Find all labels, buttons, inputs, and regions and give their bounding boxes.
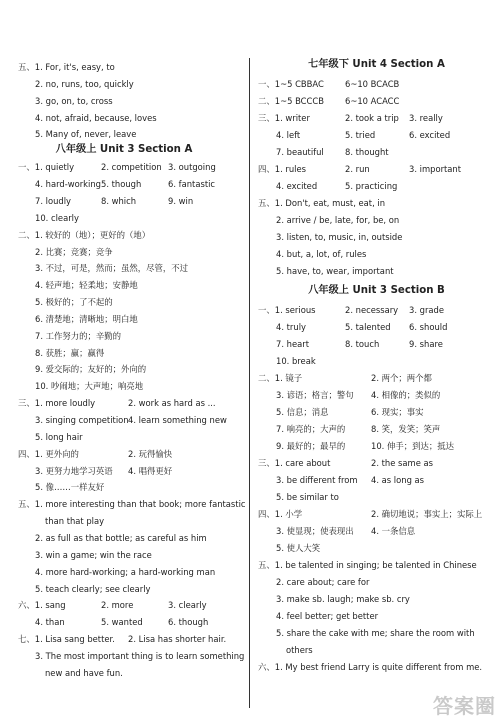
answer-text: 2. run <box>345 164 370 174</box>
answer-text: 8. touch <box>345 339 380 349</box>
answer-text: 6. 清楚地；清晰地；明白地 <box>35 314 138 324</box>
answer-text: 六、1. sang <box>18 600 66 610</box>
answer-text: 6. 现实；事实 <box>371 407 424 417</box>
answer-text: than that play <box>45 516 105 526</box>
watermark-logo: 答案圈 <box>433 694 496 718</box>
answer-text: 3. important <box>409 164 462 174</box>
answer-text: 5. 信息；消息 <box>276 407 329 417</box>
answer-text: 6. fantastic <box>168 179 216 189</box>
answer-text: 四、1. 更外向的 <box>18 449 79 459</box>
answer-text: 6~10 ACACC <box>345 96 400 106</box>
answer-text: 5. talented <box>345 322 391 332</box>
answer-text: 4. 相像的；类似的 <box>371 390 441 400</box>
answer-text: 2. 两个；两个都 <box>371 373 432 383</box>
answer-text: 3. make sb. laugh; make sb. cry <box>276 594 410 604</box>
answer-text: 7. heart <box>276 339 309 349</box>
answer-text: 2. 确切地说；事实上；实际上 <box>371 509 483 519</box>
answer-text: 二、1. 较好的（地）；更好的（地） <box>18 230 151 240</box>
answer-text: 6. though <box>168 617 209 627</box>
answer-text: 一、1~5 CBBAC <box>258 79 324 89</box>
answer-text: 4. 一条信息 <box>371 526 416 536</box>
answer-text: 6. excited <box>409 130 451 140</box>
answer-text: 4. but, a, lot, of, rules <box>276 249 367 259</box>
answer-text: 9. win <box>168 196 194 206</box>
answer-text: 5. Many of, never, leave <box>35 129 137 139</box>
answer-text: 2. the same as <box>371 458 434 468</box>
answer-text: 2. competition <box>101 162 162 172</box>
answer-text: 5. practicing <box>345 181 398 191</box>
answer-text: 9. 爱交际的；友好的；外向的 <box>35 364 147 374</box>
answer-text: 7. 工作努力的；辛勤的 <box>35 331 122 341</box>
answer-text: 二、1. 镜子 <box>258 373 303 383</box>
answer-text: 2. care about; care for <box>276 577 370 587</box>
answer-text: 8. 获胜；赢；赢得 <box>35 348 105 358</box>
answer-text: 3. The most important thing is to learn something <box>35 651 245 661</box>
answer-text: 5. share the cake with me; share the room with <box>276 628 475 638</box>
answer-text: 五、1. more interesting than that book; more fantastic <box>18 499 246 509</box>
answer-text: 3. 谚语；格言；警句 <box>276 390 354 400</box>
answer-text: 3. win a game; win the race <box>35 550 152 560</box>
answer-text: 4. excited <box>276 181 318 191</box>
answer-text: 4. as long as <box>371 475 425 485</box>
answer-text: 3. be different from <box>276 475 358 485</box>
answer-text: 二、1~5 BCCCB <box>258 96 324 106</box>
answer-text: 3. 不过，可是，然而；虽然，尽管，不过 <box>35 263 189 273</box>
answer-text: 10. 伸手；到达；抵达 <box>371 441 454 451</box>
answer-text: 2. Lisa has shorter hair. <box>128 634 227 644</box>
answer-text: 5. 极好的；了不起的 <box>35 297 113 307</box>
answer-text: 5. long hair <box>35 432 83 442</box>
answer-text: 3. clearly <box>168 600 207 610</box>
answer-text: 3. 更努力地学习英语 <box>35 466 113 476</box>
answer-text: 6. should <box>409 322 448 332</box>
column-divider <box>249 58 250 708</box>
answer-text: 9. share <box>409 339 443 349</box>
answer-text: 2. 比赛；竞赛；竞争 <box>35 247 113 257</box>
answer-text: 2. took a trip <box>345 113 399 123</box>
answer-text: 5. 像……一样友好 <box>35 482 105 492</box>
answer-text: 4. 轻声地；轻柔地；安静地 <box>35 280 138 290</box>
answer-text: 7. beautiful <box>276 147 324 157</box>
answer-text: 5. wanted <box>101 617 143 627</box>
answer-text: 8. which <box>101 196 137 206</box>
answer-text: new and have fun. <box>45 668 123 678</box>
answer-text: 3. 使显现；使表现出 <box>276 526 354 536</box>
answer-text: 4. not, afraid, because, loves <box>35 113 157 123</box>
answer-text: 5. be similar to <box>276 492 339 502</box>
answer-text: 2. work as hard as ... <box>128 398 216 408</box>
answer-text: 2. more <box>101 600 134 610</box>
answer-text: 2. as full as that bottle; as careful as him <box>35 533 207 543</box>
answer-text: 10. clearly <box>35 213 79 223</box>
answer-text: others <box>286 645 313 655</box>
answer-text: 三、1. more loudly <box>18 398 96 408</box>
answer-text: 6~10 BCACB <box>345 79 400 89</box>
answer-text: 4. feel better; get better <box>276 611 379 621</box>
answer-text: 五、1. be talented in singing; be talented in Chinese <box>258 560 477 570</box>
answer-text: 8. thought <box>345 147 389 157</box>
answer-text: 六、1. My best friend Larry is quite different from me. <box>258 662 483 672</box>
answer-text: 3. singing competition <box>35 415 129 425</box>
answer-text: 5. have, to, wear, important <box>276 266 394 276</box>
answer-text: 9. 最好的；最早的 <box>276 441 346 451</box>
answer-text: 三、1. writer <box>258 113 310 123</box>
answer-text: 2. 玩得愉快 <box>128 449 173 459</box>
answer-text: 5. 使人大笑 <box>276 543 321 553</box>
answer-text: 5. tried <box>345 130 376 140</box>
answer-text: 一、1. serious <box>258 305 316 315</box>
answer-text: 2. no, runs, too, quickly <box>35 79 134 89</box>
answer-text: 一、1. quietly <box>18 162 75 172</box>
answer-text: 三、1. care about <box>258 458 331 468</box>
answer-text: 4. than <box>35 617 65 627</box>
answer-text: 3. go, on, to, cross <box>35 96 113 106</box>
answer-text: 3. really <box>409 113 443 123</box>
answer-text: 五、1. For, it's, easy, to <box>18 62 115 72</box>
answer-text: 3. grade <box>409 305 445 315</box>
answer-text: 4. 唱得更好 <box>128 466 173 476</box>
answer-text: 10. break <box>276 356 316 366</box>
answer-text: 3. listen, to, music, in, outside <box>276 232 403 242</box>
answer-text: 3. outgoing <box>168 162 216 172</box>
section-title: 八年级上 Unit 3 Section A <box>55 144 193 155</box>
answer-text: 4. learn something new <box>128 415 227 425</box>
answer-text: 5. though <box>101 179 142 189</box>
answer-text: 四、1. rules <box>258 164 306 174</box>
answer-text: 10. 吵闹地；大声地；响亮地 <box>35 381 144 391</box>
answer-text: 7. 响亮的；大声的 <box>276 424 346 434</box>
answer-text: 8. 笑，发笑；笑声 <box>371 424 441 434</box>
section-title: 七年级下 Unit 4 Section A <box>308 59 445 70</box>
answer-text: 2. arrive / be, late, for, be, on <box>276 215 400 225</box>
answer-text: 5. teach clearly; see clearly <box>35 584 151 594</box>
answer-text: 四、1. 小学 <box>258 509 303 519</box>
section-title: 八年级上 Unit 3 Section B <box>308 285 445 296</box>
answer-text: 4. truly <box>276 322 306 332</box>
answer-text: 五、1. Don't, eat, must, eat, in <box>258 198 386 208</box>
answer-text: 4. more hard-working; a hard-working man <box>35 567 216 577</box>
answer-text: 4. left <box>276 130 301 140</box>
answer-text: 2. necessary <box>345 305 399 315</box>
answer-text: 7. loudly <box>35 196 72 206</box>
answer-text: 七、1. Lisa sang better. <box>18 634 115 644</box>
answer-text: 4. hard-working <box>35 179 101 189</box>
